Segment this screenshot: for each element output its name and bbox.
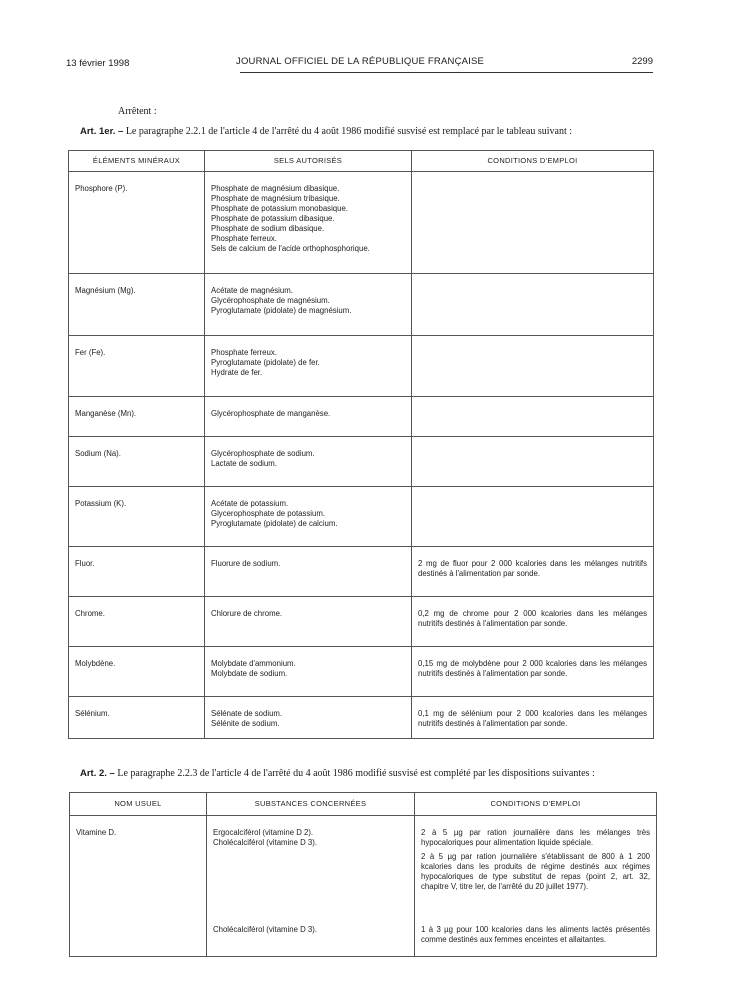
conditions-cell [412, 274, 654, 336]
element-cell: Potassium (K). [69, 487, 205, 547]
table-row [69, 397, 654, 437]
conditions-cell [412, 336, 654, 397]
substances-cell: Ergocalciférol (vitamine D 2). Cholécalciférol (vitamine D 3). [207, 816, 415, 921]
element-cell: Sélénium. [69, 697, 205, 739]
article-1 [80, 126, 660, 137]
conditions-cell: 0,1 mg de sélénium pour 2 000 kcalories dans les mélanges nutritifs destinés à l'alimentation par sonde. [412, 697, 654, 739]
table-header-row [70, 793, 657, 816]
sels-cell: Phosphate ferreux. Pyroglutamate (pidolate) de fer. Hydrate de fer. [205, 336, 412, 397]
table-mineral-elements [68, 150, 654, 739]
article-2 [80, 768, 660, 779]
table-row [69, 487, 654, 547]
table-row [69, 597, 654, 647]
element-cell: Magnésium (Mg). [69, 274, 205, 336]
table-row [69, 274, 654, 336]
conditions-cell: 1 à 3 µg pour 100 kcalories dans les aliments lactés présentés comme destinés aux femmes enceintes et allaitantes. [415, 921, 657, 957]
conditions-cell [412, 487, 654, 547]
table-row [69, 697, 654, 739]
conditions-cell [412, 172, 654, 274]
table-vitamins [69, 792, 657, 957]
sels-cell: Phosphate de magnésium dibasique. Phosphate de magnésium tribasique. Phosphate de potassium monobasique. Phosphate de potassium dibasique. Phosphate de sodium dibasique. Phosphate ferreux. Sels de calcium de l'acide orthophosphorique. [205, 172, 412, 274]
col-header-sels: SELS AUTORISÉS [205, 151, 412, 172]
table-header-row [69, 151, 654, 172]
page-header [66, 56, 653, 72]
article-2-text: Le paragraphe 2.2.3 de l'article 4 de l'arrêté du 4 août 1986 modifié susvisé est complété par les dispositions suivantes : [117, 768, 595, 779]
article-1-text: Le paragraphe 2.2.1 de l'article 4 de l'arrêté du 4 août 1986 modifié susvisé est remplacé par le tableau suivant : [125, 126, 573, 137]
conditions-cell: 2 à 5 µg par ration journalière dans les mélanges très hypocaloriques pour alimentation liquide spéciale. 2 à 5 µg par ration journalière s'établissant de 800 à 1 200 kcalories dans les produits de régime destinés aux régimes hypocaloriques de type substitut de repas (point 2, art. 32, chapitre V, titre Ier, de l'arrêté du 20 juillet 1977). [415, 816, 657, 921]
nom-cell: Vitamine D. [70, 816, 207, 957]
element-cell: Molybdène. [69, 647, 205, 697]
table-row [70, 816, 657, 921]
element-cell: Fer (Fe). [69, 336, 205, 397]
element-cell: Fluor. [69, 547, 205, 597]
element-cell: Manganèse (Mn). [69, 397, 205, 437]
col-header-nom: NOM USUEL [70, 793, 207, 816]
col-header-substances: SUBSTANCES CONCERNÉES [207, 793, 415, 816]
col-header-elements: ÉLÉMENTS MINÉRAUX [69, 151, 205, 172]
sels-cell: Glycérophosphate de manganèse. [205, 397, 412, 437]
sels-cell: Sélénate de sodium. Sélénite de sodium. [205, 697, 412, 739]
conditions-cell: 2 mg de fluor pour 2 000 kcalories dans les mélanges nutritifs destinés à l'alimentation par sonde. [412, 547, 654, 597]
element-cell: Phosphore (P). [69, 172, 205, 274]
table-row [69, 647, 654, 697]
sels-cell: Chlorure de chrome. [205, 597, 412, 647]
sels-cell: Acétate de potassium. Glycerophosphate de potassium. Pyroglutamate (pidolate) de calcium. [205, 487, 412, 547]
arretent-text: Arrêtent : [118, 106, 157, 117]
element-cell: Chrome. [69, 597, 205, 647]
sels-cell: Glycérophosphate de sodium. Lactate de sodium. [205, 437, 412, 487]
conditions-cell [412, 397, 654, 437]
article-1-label: Art. 1er. – [80, 126, 124, 137]
article-2-label: Art. 2. – [80, 768, 115, 779]
substances-cell: Cholécalciférol (vitamine D 3). [207, 921, 415, 957]
col-header-conditions: CONDITIONS D'EMPLOI [415, 793, 657, 816]
sels-cell: Fluorure de sodium. [205, 547, 412, 597]
conditions-cell: 0,2 mg de chrome pour 2 000 kcalories dans les mélanges nutritifs destinés à l'alimentation par sonde. [412, 597, 654, 647]
conditions-cell [412, 437, 654, 487]
conditions-cell: 0,15 mg de molybdène pour 2 000 kcalories dans les mélanges nutritifs destinés à l'alimentation par sonde. [412, 647, 654, 697]
sels-cell: Acétate de magnésium. Glycérophosphate de magnésium. Pyroglutamate (pidolate) de magnésium. [205, 274, 412, 336]
header-rule [240, 72, 653, 73]
table-row [69, 547, 654, 597]
table-row [69, 336, 654, 397]
header-page-number: 2299 [631, 56, 653, 67]
header-journal-title: JOURNAL OFFICIEL DE LA RÉPUBLIQUE FRANÇAISE [236, 56, 485, 67]
sels-cell: Molybdate d'ammonium. Molybdate de sodium. [205, 647, 412, 697]
element-cell: Sodium (Na). [69, 437, 205, 487]
col-header-conditions: CONDITIONS D'EMPLOI [412, 151, 654, 172]
table-row [69, 437, 654, 487]
header-date: 13 février 1998 [66, 58, 130, 69]
table-row [69, 172, 654, 274]
